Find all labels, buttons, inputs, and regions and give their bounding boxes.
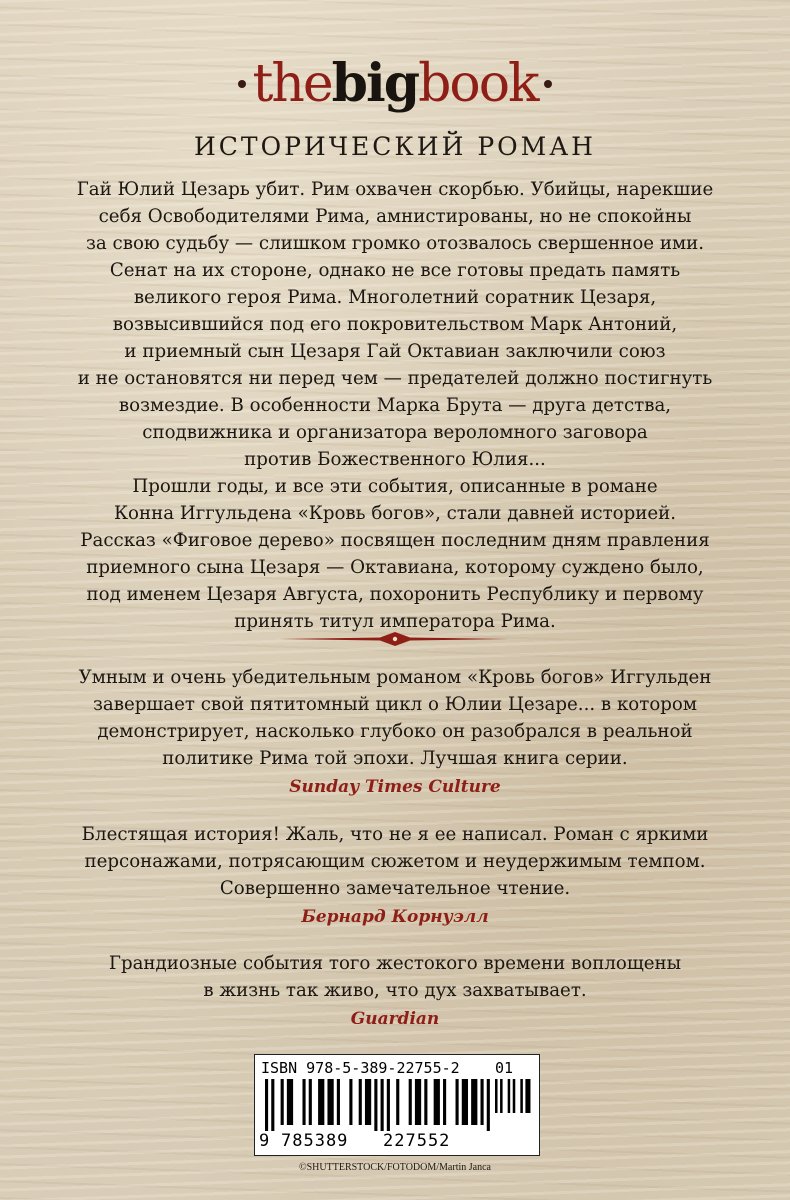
barcode-bar	[381, 1079, 384, 1131]
summary-line: сподвижника и организатора вероломного заговора	[142, 422, 648, 443]
summary-line: приемного сына Цезаря — Октавиана, которому суждено было,	[86, 557, 704, 578]
photo-credit: ©SHUTTERSTOCK/FOTODOM/Martin Janca	[299, 1162, 491, 1173]
barcode-addon-bars	[495, 1079, 533, 1119]
barcode-bar	[520, 1079, 523, 1113]
summary-line: и не остановятся ни перед чем — предателей должно постигнуть	[77, 368, 713, 389]
barcode-bar	[396, 1079, 399, 1125]
review-line: завершает свой пятитомный цикл о Юлии Цезаре... в котором	[92, 694, 698, 715]
review	[60, 950, 730, 1033]
summary-line: Гай Юлий Цезарь убит. Рим охвачен скорбью. Убийцы, нарекшие	[76, 179, 714, 200]
barcode-bar	[318, 1079, 324, 1125]
isbn-addon: 01	[495, 1059, 514, 1077]
review-line: демонстрирует, насколько глубоко он разобрался в реальной	[97, 721, 693, 742]
barcode-bar	[409, 1079, 412, 1125]
review	[60, 664, 730, 801]
summary-line: возмездие. В особенности Марка Брута — друга детства,	[118, 395, 672, 416]
barcode-digits	[255, 1131, 495, 1153]
review-source: Guardian	[350, 1009, 440, 1029]
barcode-bar	[508, 1079, 511, 1113]
barcode-bar	[337, 1079, 340, 1125]
barcode-bar	[481, 1079, 484, 1125]
review-source: Бернард Корнуэлл	[301, 907, 489, 927]
barcode-bar	[374, 1079, 377, 1131]
isbn-number: ISBN 978-5-389-22755-2	[261, 1059, 460, 1077]
summary-line: принять титул императора Рима.	[234, 611, 556, 632]
barcode-bar	[302, 1079, 305, 1125]
review	[60, 821, 730, 931]
barcode-bar	[271, 1079, 274, 1131]
logo-big: big	[331, 53, 419, 114]
barcode-bar	[443, 1079, 446, 1125]
isbn-barcode	[254, 1054, 540, 1156]
summary-line: за свою судьбу — слишком громко отозвалось свершенное ими.	[85, 233, 705, 254]
summary-line: Сенат на их стороне, однако не все готовы предать память	[109, 260, 681, 281]
barcode-bar	[424, 1079, 427, 1125]
review-source: Sunday Times Culture	[289, 777, 501, 797]
summary-line: Конна Иггульдена «Кровь богов», стали давней историей.	[113, 503, 677, 524]
logo-dot-right	[544, 80, 552, 88]
barcode-bar	[500, 1079, 503, 1113]
review-line: Совершенно замечательное чтение.	[219, 878, 571, 899]
barcode-bar	[513, 1079, 516, 1113]
barcode-bar	[415, 1079, 421, 1125]
summary-line: себя Освободителями Рима, амнистированы, но не спокойны	[98, 206, 692, 227]
barcode-bar	[365, 1079, 371, 1125]
review-line: в жизнь так живо, что дух захватывает.	[203, 980, 587, 1001]
summary-line: Прошли годы, и все эти события, описанные в романе	[132, 476, 658, 497]
ornament-divider	[280, 630, 510, 648]
review-line: Блестящая история! Жаль, что не я ее написал. Роман с яркими	[81, 824, 709, 845]
logo-dot-left	[238, 80, 246, 88]
barcode-bar	[309, 1079, 312, 1125]
logo-book: book	[418, 54, 538, 114]
barcode-bar	[265, 1079, 268, 1131]
review-line: Умным и очень убедительным романом «Кровь богов» Иггульден	[78, 667, 712, 688]
barcode-bar	[327, 1079, 333, 1125]
logo-the: the	[252, 54, 332, 114]
barcode-bar	[471, 1079, 477, 1125]
barcode-bar	[387, 1079, 390, 1131]
barcode-bar	[495, 1079, 498, 1113]
barcode-bar	[487, 1079, 490, 1131]
barcode-digit-first: 9	[259, 1131, 270, 1151]
barcode-bar	[525, 1079, 530, 1113]
review-line: персонажами, потрясающим сюжетом и неудержимым темпом.	[84, 851, 706, 872]
barcode-bar	[456, 1079, 459, 1125]
series-label: ИСТОРИЧЕСКИЙ РОМАН	[194, 132, 596, 161]
publisher-logo	[0, 53, 790, 114]
barcode-bar	[287, 1079, 293, 1125]
barcode-bars	[265, 1079, 493, 1131]
summary-line: возвысившийся под его покровительством Марк Антоний,	[112, 314, 678, 335]
review-line: политике Рима той эпохи. Лучшая книга серии.	[162, 748, 628, 769]
barcode-bar	[281, 1079, 284, 1125]
summary-line: великого героя Рима. Многолетний соратник Цезаря,	[133, 287, 657, 308]
book-summary	[60, 176, 730, 635]
barcode-digits-left: 785389	[281, 1131, 349, 1151]
summary-line: против Божественного Юлия...	[244, 449, 546, 470]
barcode-bar	[359, 1079, 362, 1125]
review-line: Грандиозные события того жестокого времени воплощены	[108, 953, 682, 974]
barcode-digits-right: 227552	[383, 1131, 451, 1151]
summary-line: Рассказ «Фиговое дерево» посвящен последним дням правления	[80, 530, 710, 551]
summary-line: под именем Цезаря Августа, похоронить Республику и первому	[86, 584, 704, 605]
barcode-bar	[349, 1079, 352, 1125]
barcode-bar	[462, 1079, 468, 1125]
barcode-bar	[434, 1079, 440, 1125]
summary-line: и приемный сын Цезаря Гай Октавиан заключили союз	[124, 341, 666, 362]
